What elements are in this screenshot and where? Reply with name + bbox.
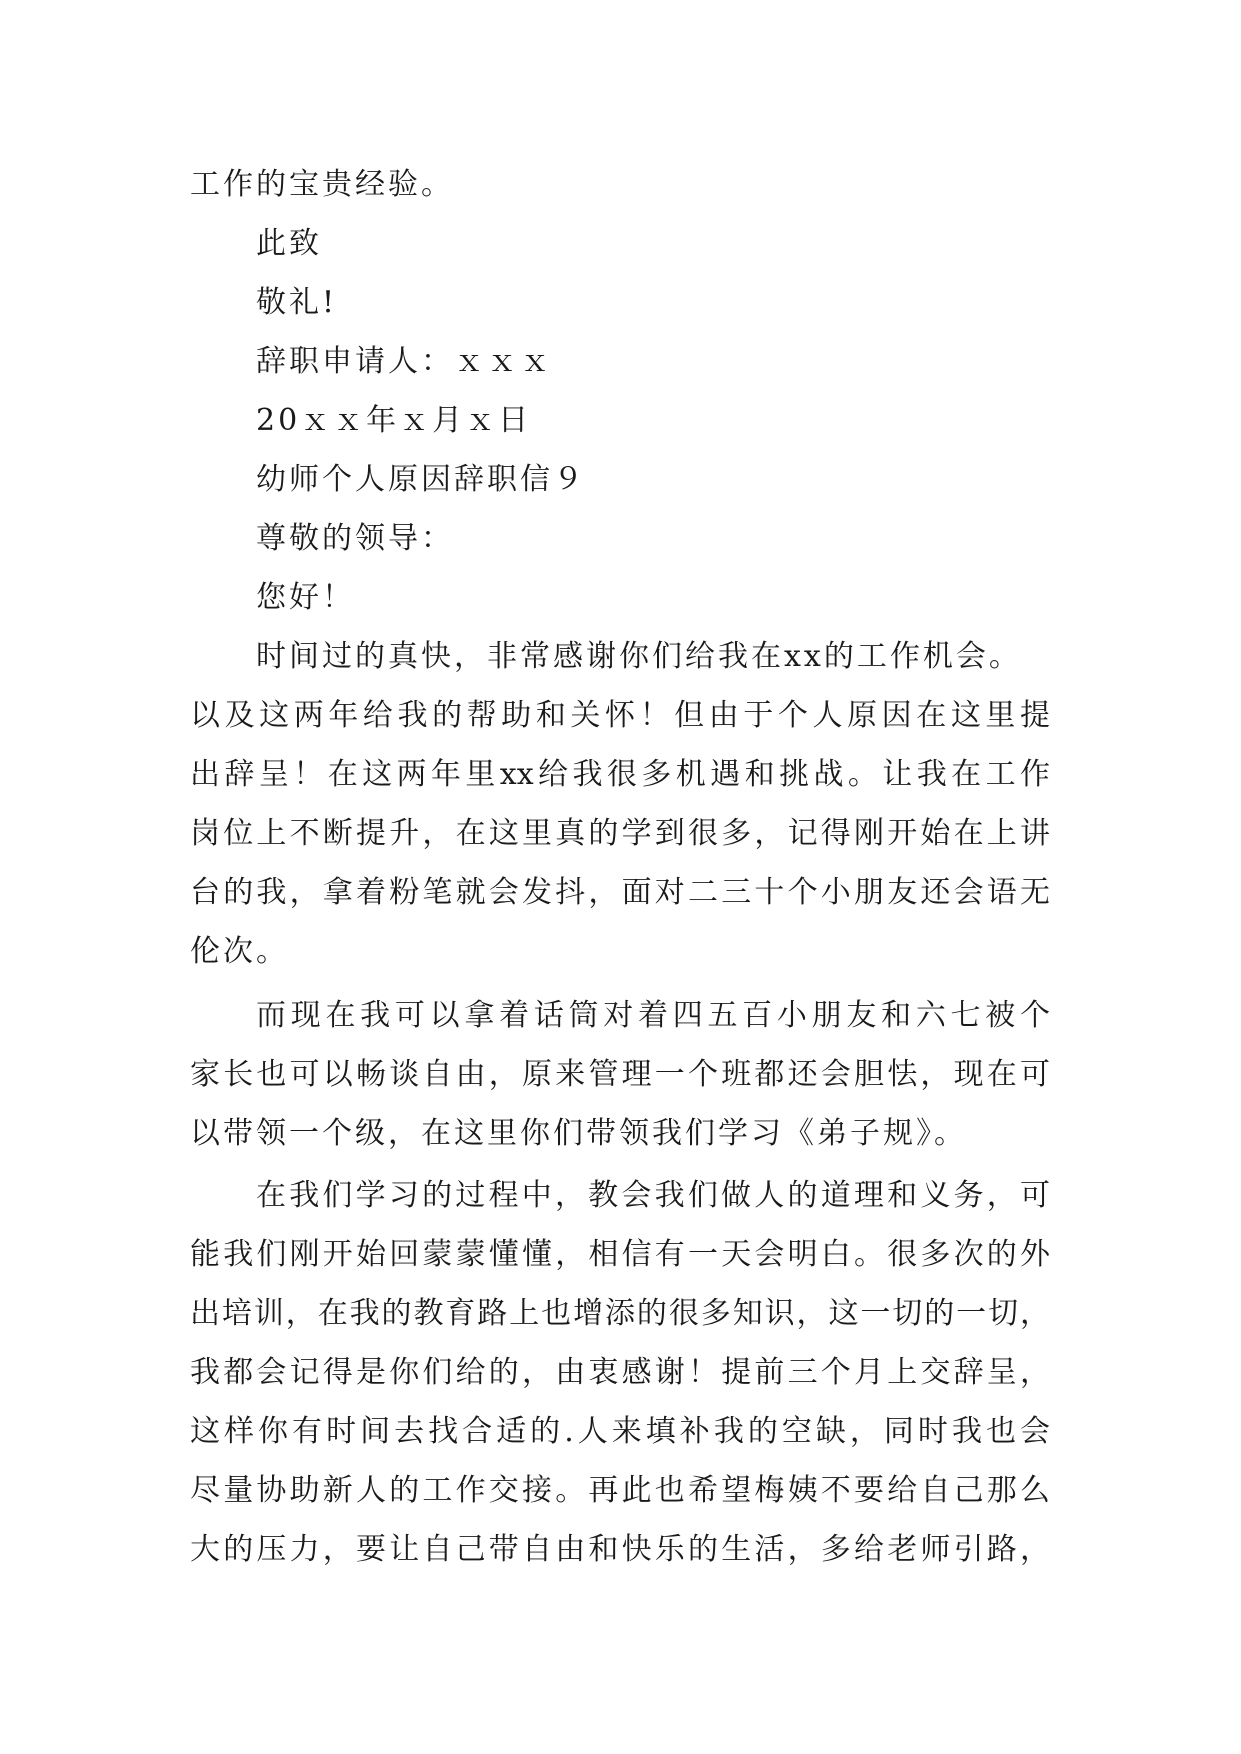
- paragraph-line: 出培训，在我的教育路上也增添的很多知识，这一切的一切，: [190, 1296, 1050, 1331]
- paragraph-line: 以及这两年给我的帮助和关怀！但由于个人原因在这里提: [190, 698, 1050, 733]
- paragraph-line: 这样你有时间去找合适的.人来填补我的空缺，同时我也会: [190, 1414, 1050, 1449]
- paragraph-line: 以带领一个级，在这里你们带领我们学习《弟子规》。: [190, 1116, 967, 1151]
- paragraph-line: 尽量协助新人的工作交接。再此也希望梅姨不要给自己那么: [190, 1473, 1050, 1508]
- signature-line: 辞职申请人：ｘｘｘ: [256, 344, 553, 379]
- greeting: 您好！: [256, 580, 355, 615]
- paragraph-line: 台的我，拿着粉笔就会发抖，面对二三十个小朋友还会语无: [190, 875, 1050, 910]
- paragraph-line: 我都会记得是你们给的，由衷感谢！提前三个月上交辞呈，: [190, 1355, 1050, 1390]
- letter-title: 幼师个人原因辞职信９: [256, 462, 586, 497]
- paragraph-line: 而现在我可以拿着话筒对着四五百小朋友和六七被个: [256, 998, 1050, 1033]
- greeting-recipient: 尊敬的领导：: [256, 521, 454, 556]
- paragraph-line: 岗位上不断提升，在这里真的学到很多，记得刚开始在上讲: [190, 816, 1050, 851]
- date-line: 20ｘｘ年ｘ月ｘ日: [256, 403, 532, 438]
- text-line: 工作的宝贵经验。: [190, 167, 454, 202]
- paragraph-line: 出辞呈！在这两年里xx给我很多机遇和挑战。让我在工作: [190, 757, 1050, 792]
- paragraph-line: 时间过的真快，非常感谢你们给我在xx的工作机会。: [256, 639, 1022, 674]
- paragraph-line: 伦次。: [190, 934, 289, 969]
- paragraph-line: 大的压力，要让自己带自由和快乐的生活，多给老师引路，: [190, 1532, 1050, 1567]
- paragraph-line: 家长也可以畅谈自由，原来管理一个班都还会胆怯，现在可: [190, 1057, 1050, 1092]
- closing-salutation: 此致: [256, 226, 322, 261]
- closing-regards: 敬礼!: [256, 285, 338, 320]
- paragraph-line: 能我们刚开始回蒙蒙懂懂，相信有一天会明白。很多次的外: [190, 1237, 1050, 1272]
- paragraph-line: 在我们学习的过程中，教会我们做人的道理和义务，可: [256, 1178, 1050, 1213]
